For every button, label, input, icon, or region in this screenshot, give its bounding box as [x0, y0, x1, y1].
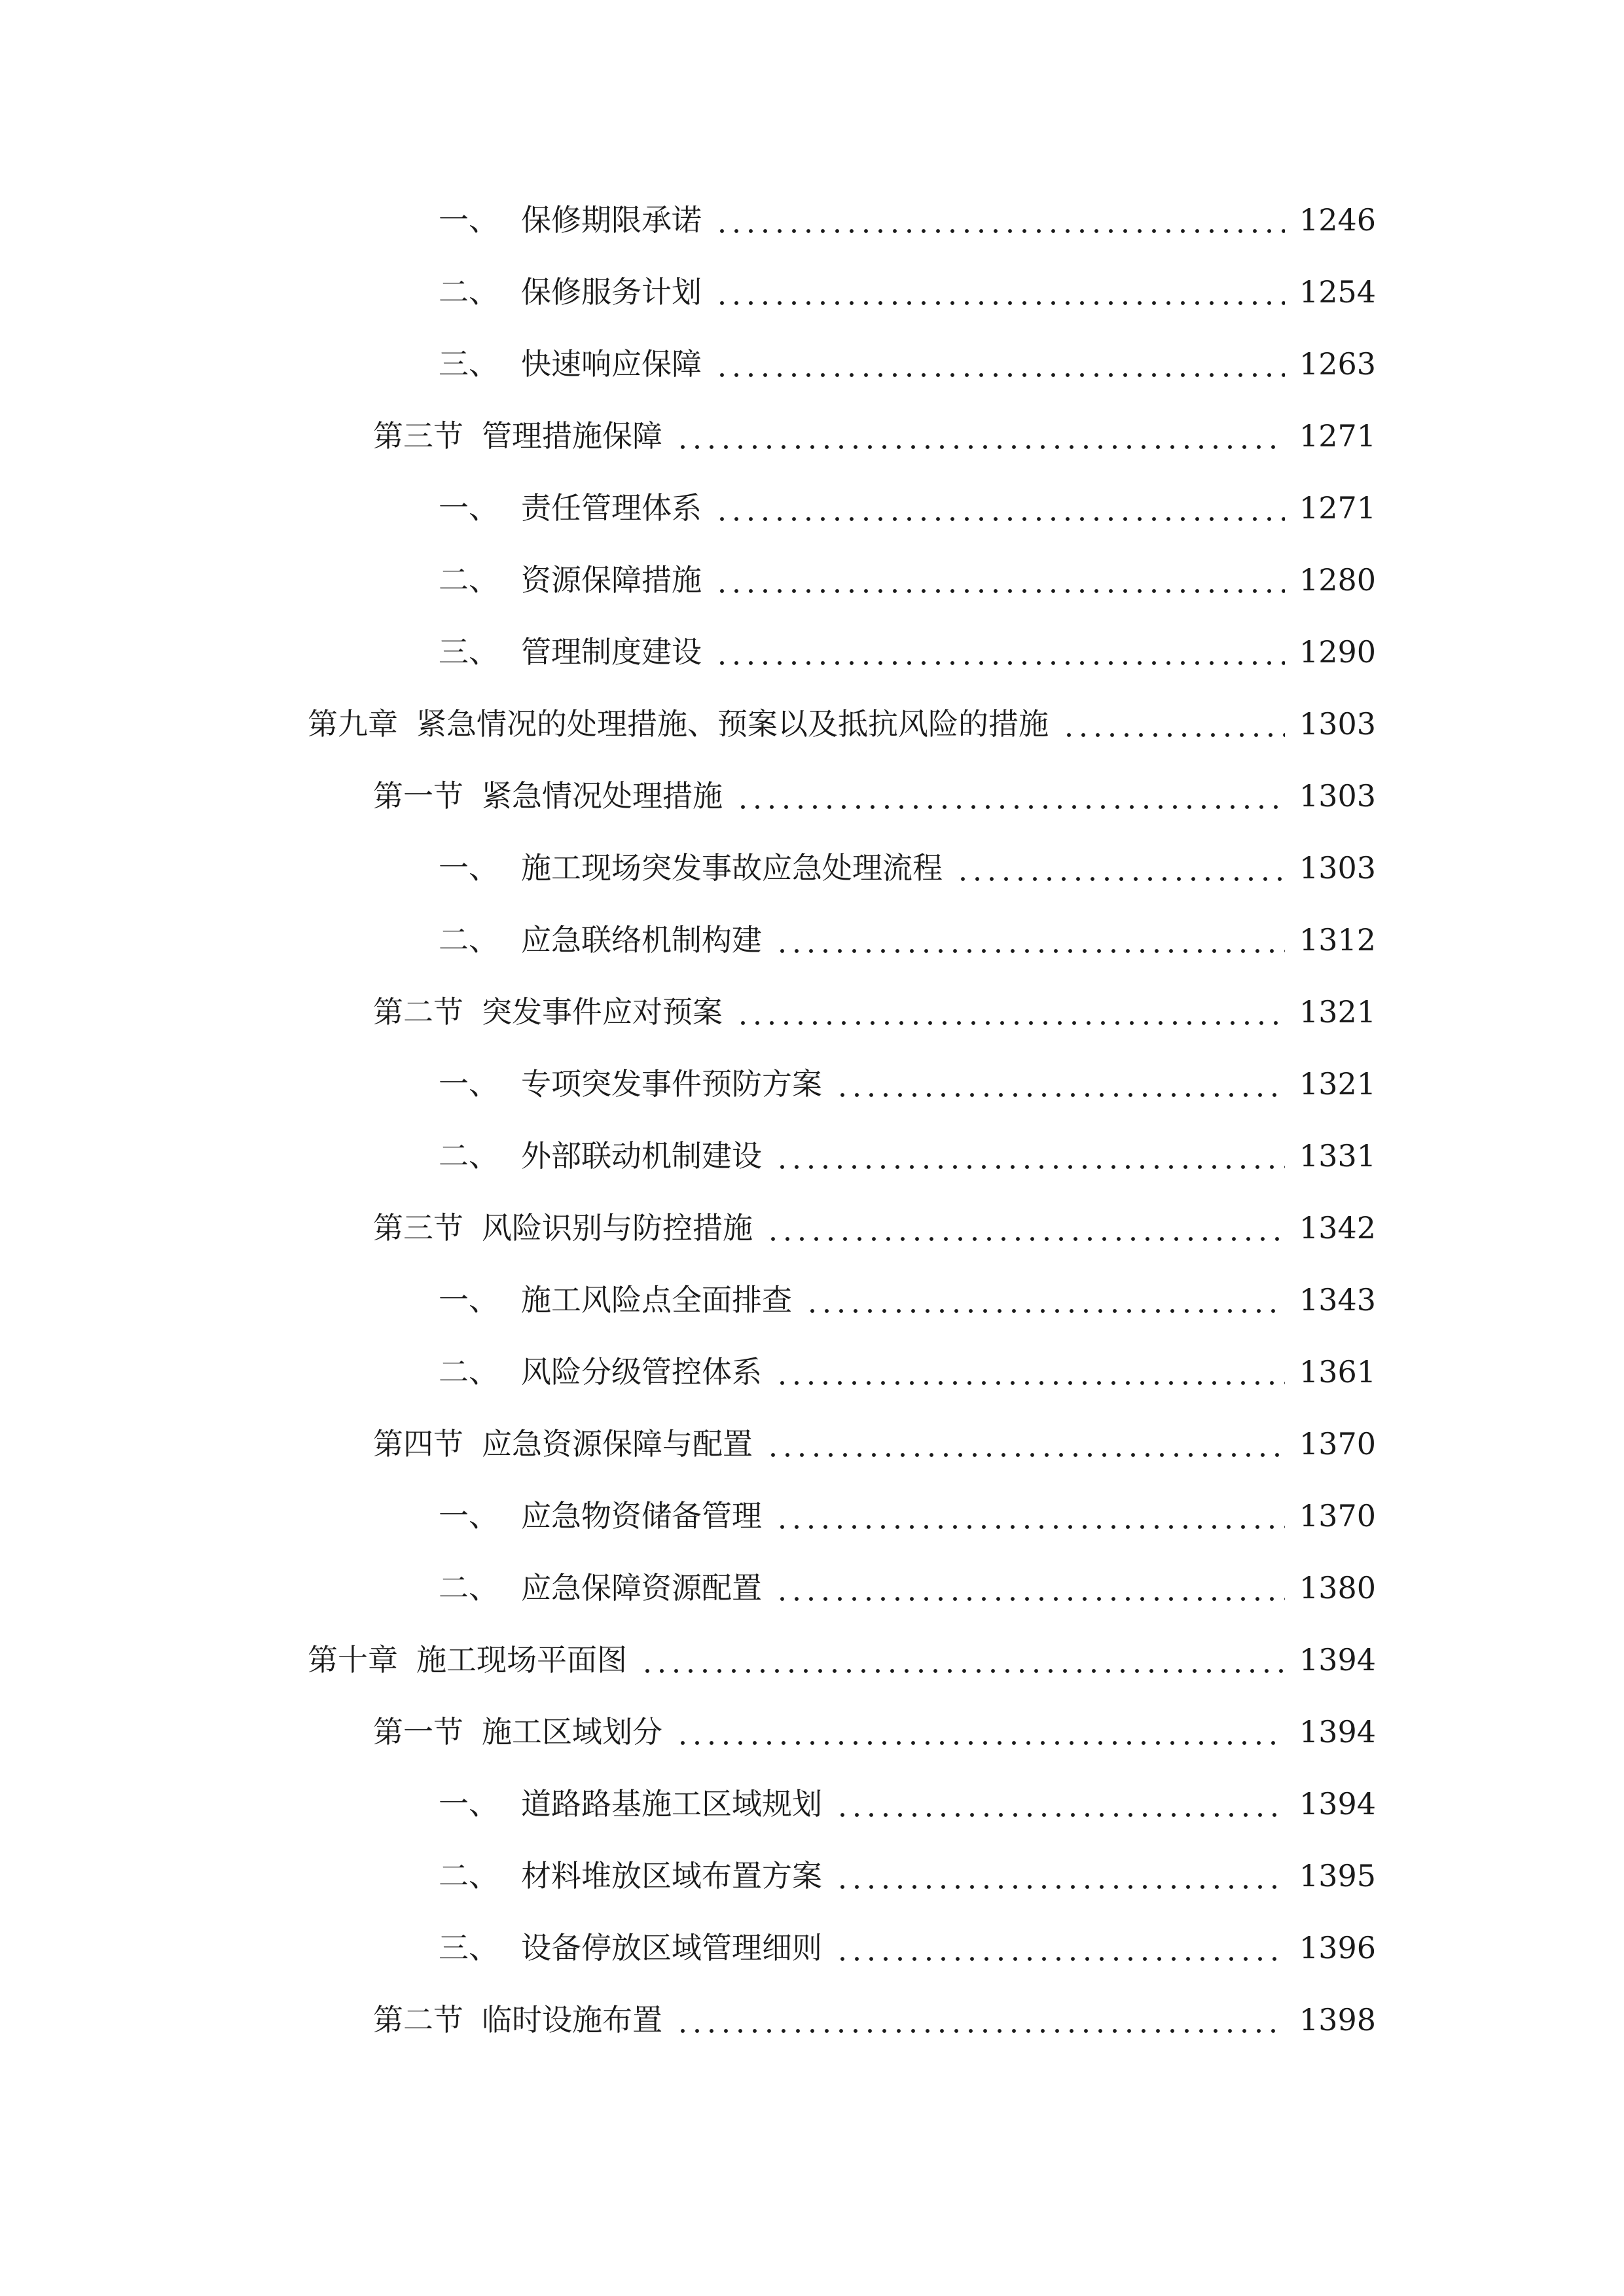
- toc-entry-number: 一、: [439, 490, 499, 526]
- toc-entry[interactable]: [439, 482, 1376, 534]
- toc-entry-title: 紧急情况处理措施: [482, 778, 723, 814]
- toc-entry[interactable]: [439, 1490, 1376, 1542]
- toc-entry-page: 1370: [1299, 1498, 1376, 1534]
- toc-entry[interactable]: [439, 266, 1376, 318]
- toc-entry-title: 责任管理体系: [521, 490, 702, 526]
- toc-entry[interactable]: [373, 1706, 1376, 1758]
- toc-dot-leader: [953, 842, 1285, 894]
- toc-entry[interactable]: [439, 338, 1376, 390]
- toc-entry-number: 一、: [439, 202, 499, 238]
- toc-dot-leader: [772, 914, 1285, 966]
- toc-entry-number: 第九章: [308, 706, 398, 742]
- toc-dot-leader: [638, 1634, 1285, 1686]
- toc-entry-page: 1394: [1299, 1714, 1376, 1749]
- toc-dot-leader: [1059, 698, 1285, 750]
- toc-entry-title: 资源保障措施: [521, 562, 702, 598]
- toc-entry-number: 二、: [439, 922, 499, 958]
- toc-entry-title: 突发事件应对预案: [482, 994, 723, 1030]
- toc-dot-leader: [772, 1562, 1285, 1614]
- toc-entry[interactable]: [308, 1634, 1376, 1686]
- toc-entry[interactable]: [439, 626, 1376, 678]
- toc-entry-page: 1303: [1299, 850, 1376, 886]
- toc-entry[interactable]: [439, 1130, 1376, 1182]
- toc-entry-number: 一、: [439, 1282, 499, 1318]
- toc-entry-number: 二、: [439, 1570, 499, 1605]
- toc-entry[interactable]: [439, 1346, 1376, 1398]
- toc-entry-title: 应急保障资源配置: [521, 1570, 762, 1605]
- toc-entry-number: 一、: [439, 1786, 499, 1821]
- toc-dot-leader: [833, 1922, 1285, 1974]
- toc-entry-page: 1331: [1299, 1138, 1376, 1174]
- toc-entry-number: 一、: [439, 1498, 499, 1534]
- toc-entry-number: 三、: [439, 1930, 499, 1965]
- toc-dot-leader: [803, 1274, 1285, 1326]
- toc-entry-number: 二、: [439, 1138, 499, 1174]
- toc-entry-title: 施工现场平面图: [416, 1642, 627, 1677]
- toc-entry-page: 1246: [1299, 202, 1376, 238]
- toc-entry[interactable]: [439, 914, 1376, 966]
- toc-entry-page: 1343: [1299, 1282, 1376, 1318]
- toc-entry-title: 管理措施保障: [482, 418, 662, 454]
- toc-entry-page: 1398: [1299, 2002, 1376, 2037]
- toc-dot-leader: [733, 986, 1285, 1038]
- toc-entry-page: 1321: [1299, 994, 1376, 1030]
- toc-dot-leader: [733, 770, 1285, 822]
- toc-entry-title: 材料堆放区域布置方案: [521, 1858, 822, 1893]
- toc-entry[interactable]: [373, 1418, 1376, 1470]
- toc-entry-page: 1290: [1299, 634, 1376, 670]
- toc-entry-title: 风险分级管控体系: [521, 1354, 762, 1390]
- toc-dot-leader: [833, 1850, 1285, 1902]
- toc-entry-number: 三、: [439, 346, 499, 382]
- toc-entry-page: 1254: [1299, 274, 1376, 310]
- toc-entry[interactable]: [373, 410, 1376, 462]
- toc-entry-page: 1303: [1299, 778, 1376, 814]
- toc-entry-page: 1321: [1299, 1066, 1376, 1102]
- toc-entry-title: 管理制度建设: [521, 634, 702, 670]
- toc-entry-title: 专项突发事件预防方案: [521, 1066, 822, 1102]
- toc-entry-title: 紧急情况的处理措施、预案以及抵抗风险的措施: [416, 706, 1049, 742]
- toc-dot-leader: [763, 1418, 1285, 1470]
- toc-entry[interactable]: [439, 1778, 1376, 1830]
- toc-entry-title: 应急物资储备管理: [521, 1498, 762, 1534]
- toc-entry-number: 第二节: [373, 2002, 463, 2037]
- toc-entry-page: 1280: [1299, 562, 1376, 598]
- toc-entry-number: 二、: [439, 1858, 499, 1893]
- toc-dot-leader: [712, 194, 1285, 246]
- toc-entry-title: 道路路基施工区域规划: [521, 1786, 822, 1821]
- toc-entry-title: 施工现场突发事故应急处理流程: [521, 850, 943, 886]
- toc-entry-number: 第四节: [373, 1426, 463, 1462]
- toc-entry[interactable]: [439, 842, 1376, 894]
- toc-dot-leader: [763, 1202, 1285, 1254]
- toc-entry[interactable]: [439, 194, 1376, 246]
- toc-entry-number: 二、: [439, 562, 499, 598]
- toc-dot-leader: [833, 1058, 1285, 1110]
- toc-entry-number: 一、: [439, 850, 499, 886]
- toc-dot-leader: [712, 554, 1285, 606]
- toc-entry-number: 第三节: [373, 418, 463, 454]
- toc-entry-title: 临时设施布置: [482, 2002, 662, 2037]
- toc-entry[interactable]: [439, 1058, 1376, 1110]
- toc-entry[interactable]: [373, 1994, 1376, 2046]
- toc-entry-number: 第一节: [373, 1714, 463, 1749]
- toc-dot-leader: [673, 1706, 1285, 1758]
- toc-entry-page: 1395: [1299, 1858, 1376, 1893]
- toc-entry-number: 第三节: [373, 1210, 463, 1246]
- toc-dot-leader: [712, 482, 1285, 534]
- toc-entry-title: 保修期限承诺: [521, 202, 702, 238]
- toc-entry-page: 1271: [1299, 490, 1376, 526]
- toc-entry-title: 风险识别与防控措施: [482, 1210, 753, 1246]
- toc-dot-leader: [833, 1778, 1285, 1830]
- toc-entry-title: 施工区域划分: [482, 1714, 662, 1749]
- toc-dot-leader: [712, 338, 1285, 390]
- toc-dot-leader: [712, 626, 1285, 678]
- toc-entry-page: 1263: [1299, 346, 1376, 382]
- toc-entry-page: 1303: [1299, 706, 1376, 742]
- toc-entry-page: 1396: [1299, 1930, 1376, 1965]
- toc-dot-leader: [772, 1130, 1285, 1182]
- toc-entry-page: 1342: [1299, 1210, 1376, 1246]
- toc-entry[interactable]: [373, 986, 1376, 1038]
- toc-dot-leader: [772, 1346, 1285, 1398]
- toc-entry[interactable]: [439, 1850, 1376, 1902]
- toc-entry-page: 1394: [1299, 1786, 1376, 1821]
- toc-dot-leader: [712, 266, 1285, 318]
- toc-entry[interactable]: [308, 698, 1376, 750]
- toc-entry-title: 外部联动机制建设: [521, 1138, 762, 1174]
- toc-entry[interactable]: [373, 1202, 1376, 1254]
- toc-entry-number: 三、: [439, 634, 499, 670]
- toc-entry-number: 二、: [439, 1354, 499, 1390]
- toc-entry-page: 1370: [1299, 1426, 1376, 1462]
- toc-entry-page: 1380: [1299, 1570, 1376, 1605]
- toc-entry-title: 设备停放区域管理细则: [521, 1930, 822, 1965]
- toc-entry-title: 快速响应保障: [521, 346, 702, 382]
- toc-entry-number: 第二节: [373, 994, 463, 1030]
- toc-entry[interactable]: [439, 1562, 1376, 1614]
- toc-dot-leader: [673, 410, 1285, 462]
- toc-entry-number: 二、: [439, 274, 499, 310]
- toc-entry-page: 1271: [1299, 418, 1376, 454]
- toc-entry[interactable]: [373, 770, 1376, 822]
- toc-dot-leader: [673, 1994, 1285, 2046]
- toc-entry[interactable]: [439, 1274, 1376, 1326]
- toc-entry-title: 施工风险点全面排查: [521, 1282, 792, 1318]
- toc-entry-title: 应急资源保障与配置: [482, 1426, 753, 1462]
- toc-entry-title: 保修服务计划: [521, 274, 702, 310]
- toc-dot-leader: [772, 1490, 1285, 1542]
- toc-entry-page: 1394: [1299, 1642, 1376, 1677]
- toc-entry[interactable]: [439, 1922, 1376, 1974]
- toc-entry-page: 1312: [1299, 922, 1376, 958]
- toc-entry-number: 第十章: [308, 1642, 398, 1677]
- toc-entry-number: 一、: [439, 1066, 499, 1102]
- toc-entry-number: 第一节: [373, 778, 463, 814]
- toc-entry-page: 1361: [1299, 1354, 1376, 1390]
- toc-entry[interactable]: [439, 554, 1376, 606]
- toc-entry-title: 应急联络机制构建: [521, 922, 762, 958]
